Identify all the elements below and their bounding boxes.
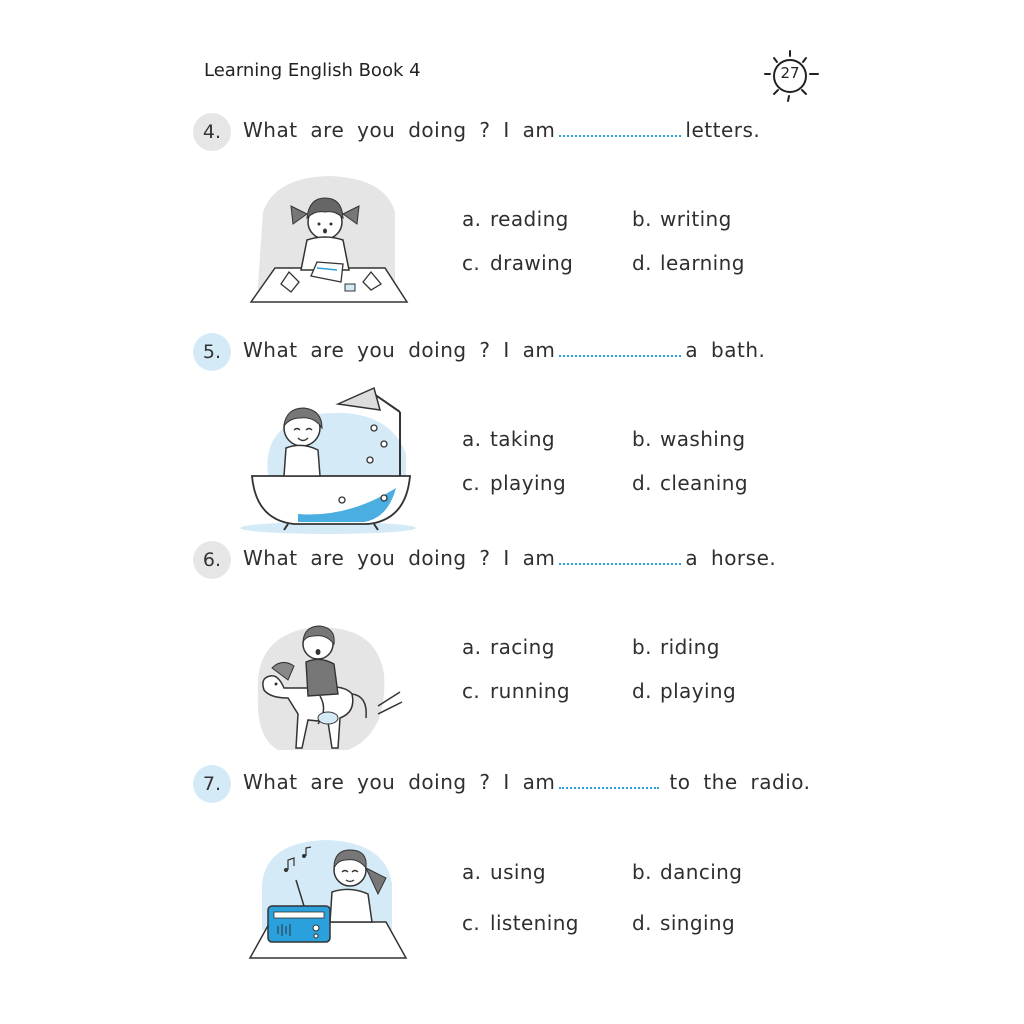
- question-7: [0, 765, 1024, 805]
- boy-riding-horse-illustration: [248, 614, 408, 754]
- question-text: What are you doing ? I am a horse.: [243, 546, 777, 570]
- option-b[interactable]: b. dancing: [632, 860, 743, 884]
- option-d[interactable]: d. learning: [632, 251, 745, 275]
- question-number: 6.: [193, 541, 231, 579]
- option-a[interactable]: a. reading: [462, 207, 569, 231]
- question-5: [0, 333, 1024, 373]
- option-b[interactable]: b. washing: [632, 427, 746, 451]
- book-title: Learning English Book 4: [204, 60, 421, 81]
- option-c[interactable]: c. drawing: [462, 251, 574, 275]
- question-text: What are you doing ? I am to the radio.: [243, 770, 811, 794]
- option-c[interactable]: c. playing: [462, 471, 567, 495]
- question-number: 7.: [193, 765, 231, 803]
- option-a[interactable]: a. racing: [462, 635, 555, 659]
- option-a[interactable]: a. using: [462, 860, 547, 884]
- page-number: 27: [780, 64, 800, 82]
- question-text: What are you doing ? I am a bath.: [243, 338, 766, 362]
- answer-blank[interactable]: [559, 341, 681, 357]
- option-c[interactable]: c. listening: [462, 911, 579, 935]
- option-d[interactable]: d. cleaning: [632, 471, 748, 495]
- option-b[interactable]: b. writing: [632, 207, 732, 231]
- boy-bath-illustration: [238, 384, 418, 536]
- option-d[interactable]: d. singing: [632, 911, 736, 935]
- girl-radio-illustration: [246, 834, 411, 964]
- question-number: 4.: [193, 113, 231, 151]
- option-b[interactable]: b. riding: [632, 635, 720, 659]
- answer-blank[interactable]: [559, 773, 659, 789]
- page-number-badge: [762, 48, 822, 104]
- option-a[interactable]: a. taking: [462, 427, 556, 451]
- answer-blank[interactable]: [559, 549, 681, 565]
- question-number: 5.: [193, 333, 231, 371]
- option-c[interactable]: c. running: [462, 679, 570, 703]
- question-text: What are you doing ? I am letters.: [243, 118, 761, 142]
- answer-blank[interactable]: [559, 121, 681, 137]
- question-6: [0, 541, 1024, 581]
- question-4: [0, 113, 1024, 153]
- option-d[interactable]: d. playing: [632, 679, 737, 703]
- girl-writing-illustration: [245, 172, 415, 307]
